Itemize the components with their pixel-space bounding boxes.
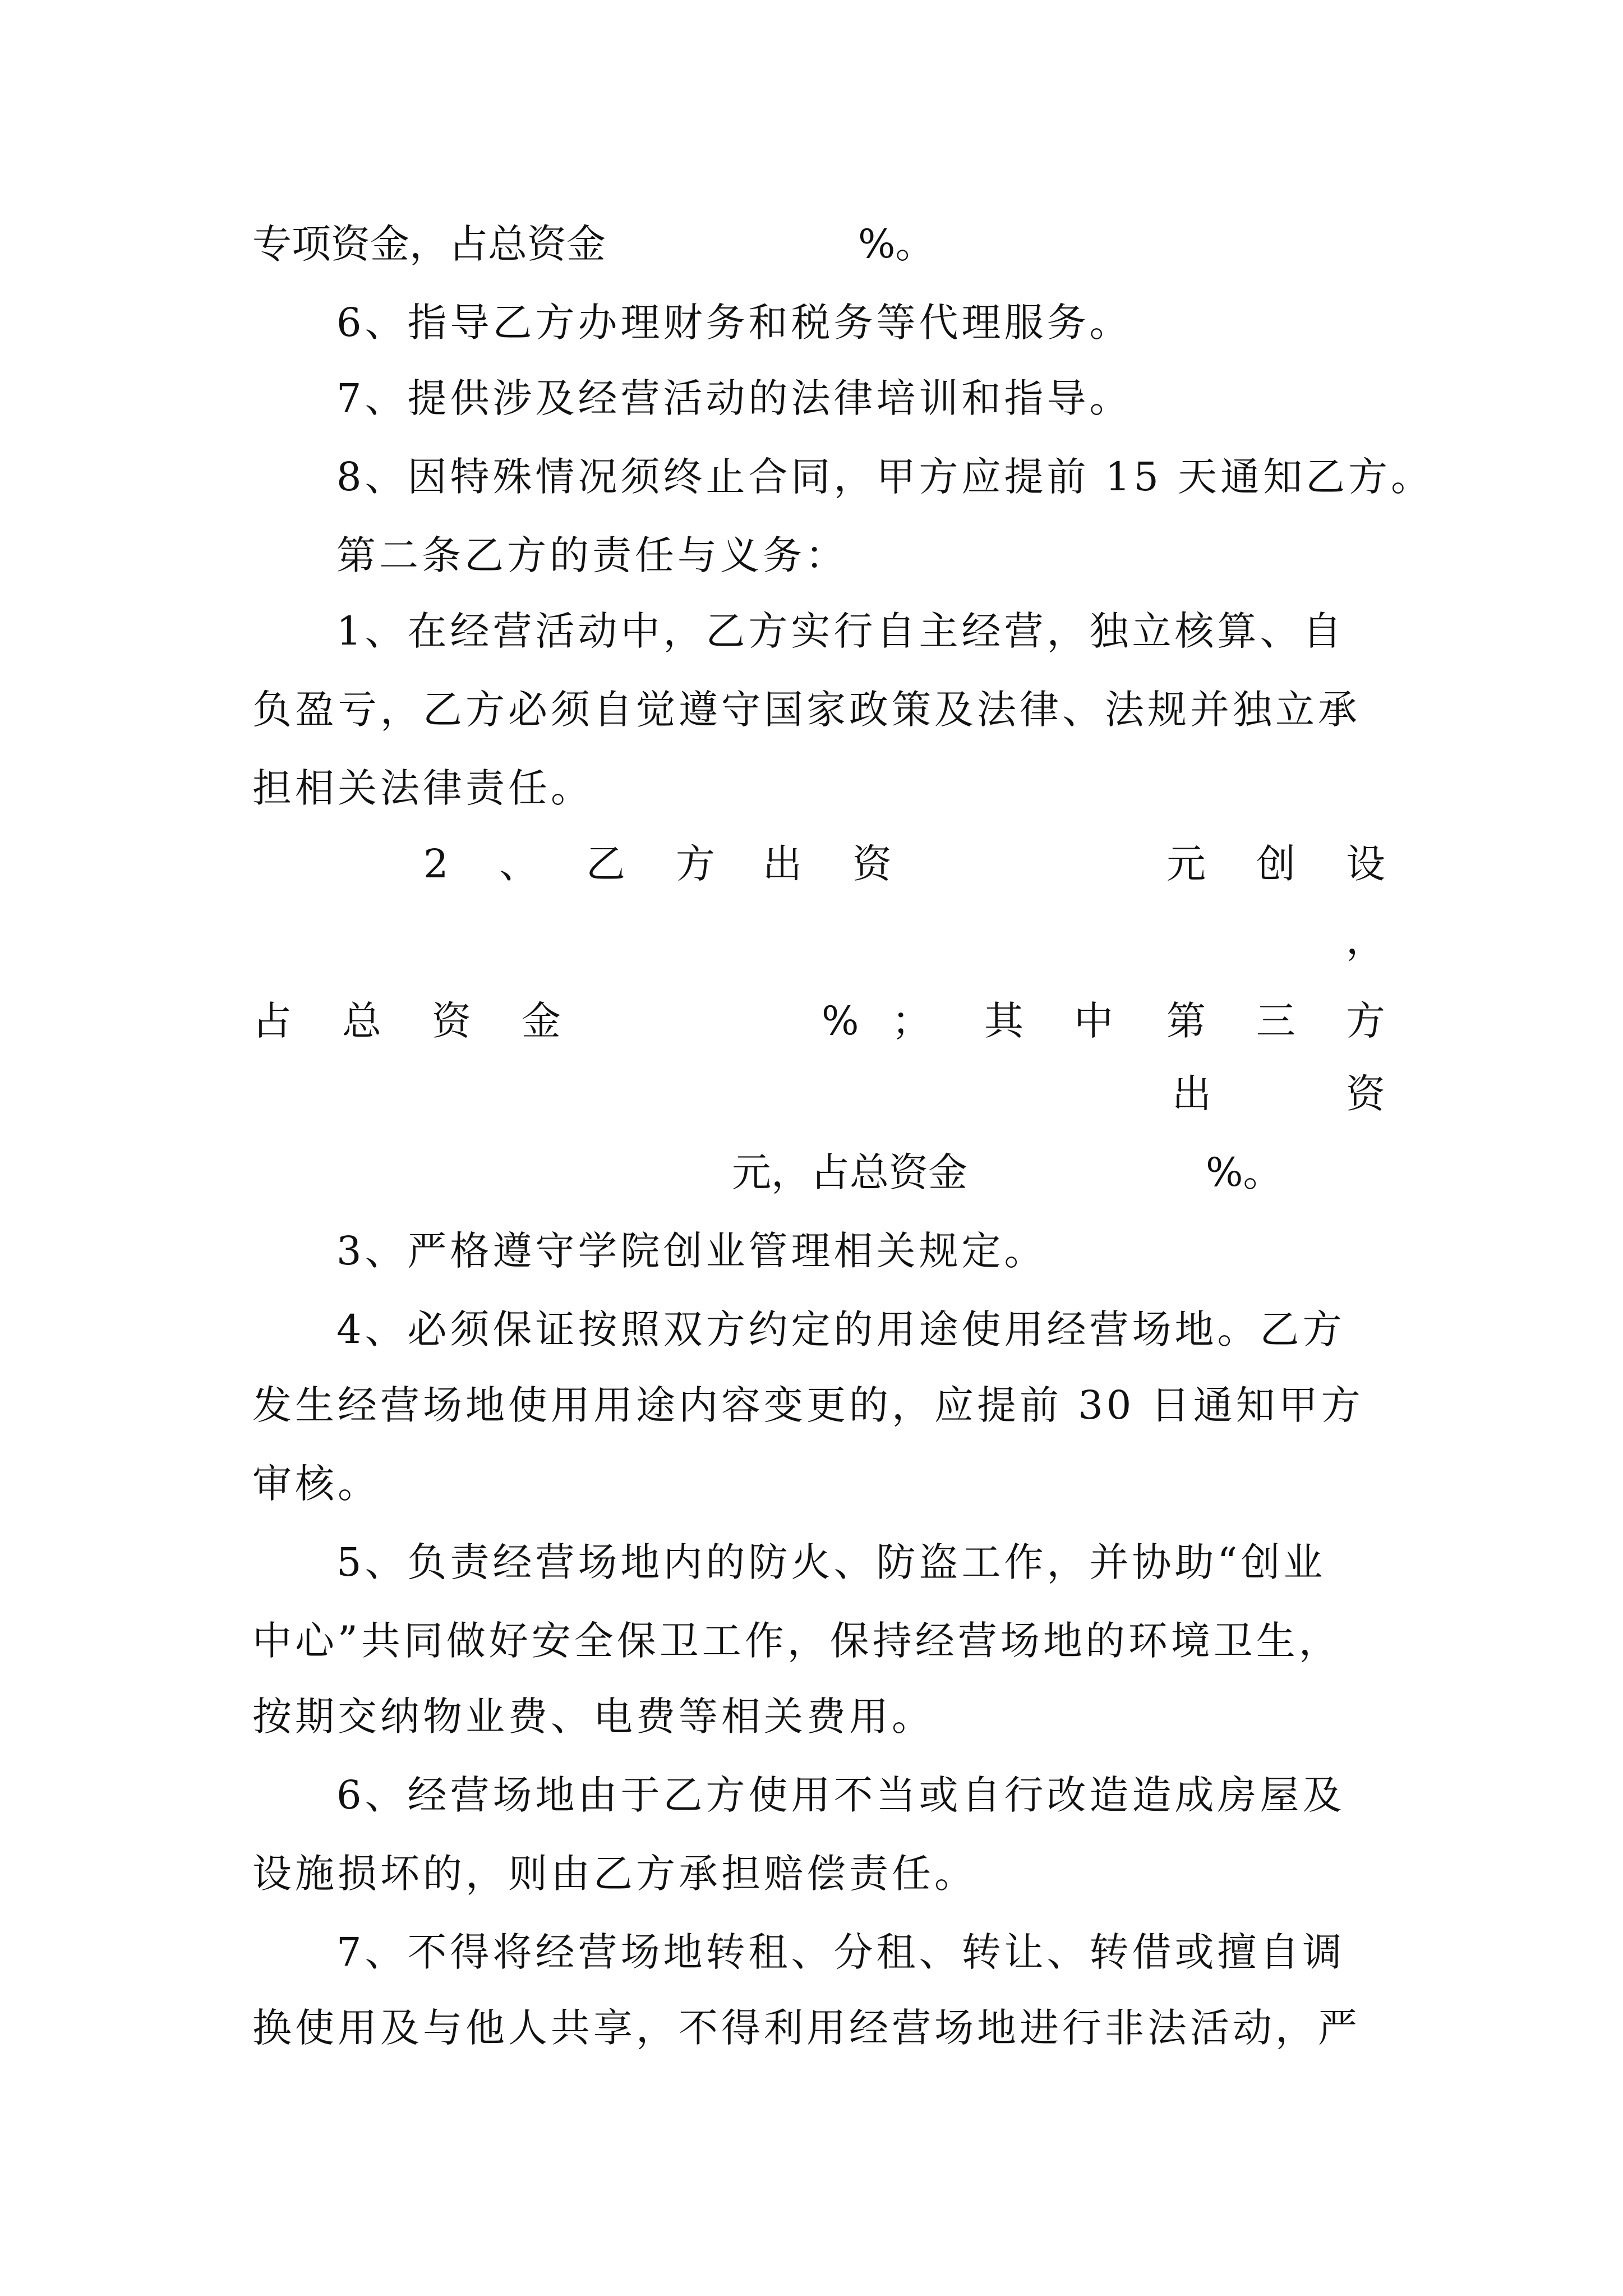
- token-l9-6: 元: [1166, 841, 1206, 887]
- text-line-1a: 专项资金，占总资金: [252, 221, 606, 267]
- token-l9-7: 创: [1256, 841, 1295, 887]
- token-l10-10: 方: [1346, 998, 1385, 1044]
- token-l10-7: 中: [1074, 998, 1113, 1044]
- token-l10-1: 总: [342, 998, 381, 1044]
- text-line-8: 担相关法律责任。: [252, 765, 593, 811]
- token-l9-4: 出: [763, 841, 802, 887]
- text-line-19: 按期交纳物业费、电费等相关费用。: [252, 1694, 934, 1740]
- text-line-15: 发生经营场地使用用途内容变更的，应提前 30 日通知甲方: [252, 1382, 1364, 1428]
- text-line-7: 负盈亏，乙方必须自觉遵守国家政策及法律、法规并独立承: [252, 687, 1361, 733]
- text-line-6: 1、在经营活动中，乙方实行自主经营，独立核算、自: [336, 608, 1345, 654]
- text-line-3: 7、提供涉及经营活动的法律培训和指导。: [336, 375, 1132, 421]
- token-l10-4: %: [822, 998, 859, 1044]
- token-l9-8: 设: [1346, 841, 1385, 887]
- token-l10-6: 其: [984, 998, 1023, 1044]
- token-l10-5: ；: [892, 998, 931, 1044]
- text-line-1b: %。: [858, 221, 935, 267]
- token-l9-5: 资: [852, 841, 892, 887]
- text-line-20: 6、经营场地由于乙方使用不当或自行改造造成房屋及: [336, 1772, 1345, 1818]
- token-l9-3: 方: [676, 841, 715, 887]
- token-l10-2: 资: [432, 998, 471, 1044]
- token-l9-comma: ，: [1346, 917, 1385, 963]
- text-line-12a: 元，占总资金: [732, 1149, 967, 1195]
- text-line-4: 8、因特殊情况须终止合同，甲方应提前 15 天通知乙方。: [336, 454, 1434, 500]
- token-l10-0: 占: [252, 998, 292, 1044]
- token-l11-1: 资: [1346, 1071, 1385, 1117]
- text-line-18: 中心”共同做好安全保卫工作，保持经营场地的环境卫生，: [252, 1618, 1341, 1664]
- text-line-5: 第二条乙方的责任与义务：: [336, 532, 848, 578]
- token-l9-2: 乙: [586, 841, 625, 887]
- token-l10-9: 三: [1256, 998, 1295, 1044]
- token-l9-1: 、: [499, 841, 538, 887]
- text-line-12b: %。: [1206, 1149, 1283, 1195]
- token-l10-8: 第: [1166, 998, 1206, 1044]
- text-line-22: 7、不得将经营场地转租、分租、转让、转借或擅自调: [336, 1929, 1345, 1975]
- text-line-14: 4、必须保证按照双方约定的用途使用经营场地。乙方: [336, 1306, 1345, 1352]
- text-line-21: 设施损坏的，则由乙方承担赔偿责任。: [252, 1851, 977, 1897]
- text-line-17: 5、负责经营场地内的防火、防盗工作，并协助“创业: [336, 1539, 1326, 1585]
- text-line-23: 换使用及与他人共享，不得利用经营场地进行非法活动，严: [252, 2005, 1361, 2051]
- text-line-2: 6、指导乙方办理财务和税务等代理服务。: [336, 300, 1132, 346]
- text-line-16: 审核。: [252, 1461, 380, 1507]
- text-line-13: 3、严格遵守学院创业管理相关规定。: [336, 1228, 1047, 1274]
- token-l9-0: 2: [423, 841, 449, 887]
- token-l10-3: 金: [522, 998, 561, 1044]
- token-l11-0: 出: [1172, 1071, 1211, 1117]
